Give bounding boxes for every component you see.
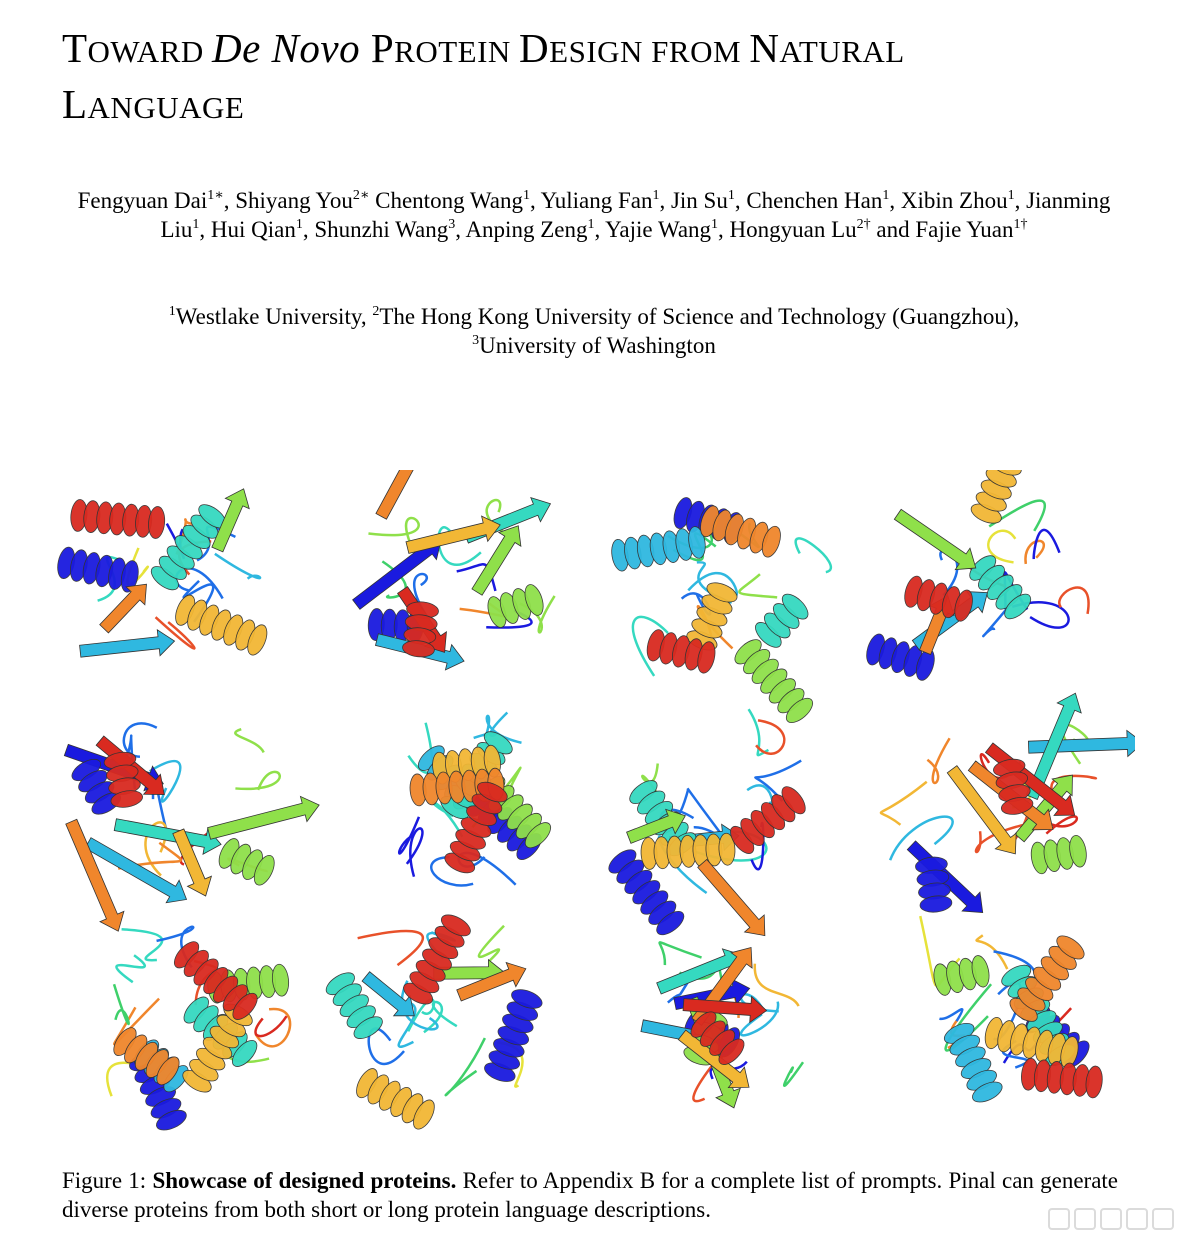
author: Anping Zeng$^1$,: [465, 217, 606, 242]
helix-shape: [640, 833, 736, 870]
helix-shape: [915, 855, 953, 913]
protein-structure: [640, 940, 803, 1113]
protein-structure: [59, 723, 322, 936]
loop-shape: [446, 1038, 485, 1095]
affiliation: $^2$The Hong Kong University of Science and Technology (Guangzhou),: [372, 304, 1020, 329]
loop-shape: [235, 772, 279, 790]
helix-shape: [931, 954, 992, 997]
author: Hui Qian$^1$,: [210, 217, 315, 242]
author: Yuliang Fan$^1$,: [540, 188, 671, 213]
loop-shape: [407, 828, 423, 876]
affiliation: $^1$Westlake University,: [168, 304, 373, 329]
caption-label: Figure 1:: [62, 1168, 147, 1193]
helix-shape: [482, 986, 545, 1085]
loop-shape: [755, 964, 799, 1006]
protein-structure: [863, 470, 1088, 682]
protein-structure: [323, 911, 545, 1133]
author: Shiyang You$^{2∗}$: [235, 188, 370, 213]
author: Chentong Wang$^1$,: [375, 188, 541, 213]
loop-shape: [881, 782, 927, 825]
loop-shape: [256, 1009, 291, 1046]
protein-grid: [55, 470, 1135, 1150]
loop-shape: [255, 1016, 286, 1036]
helix-shape: [609, 525, 707, 572]
author: Shunzhi Wang$^3$,: [314, 217, 466, 242]
watermark-icon: [1100, 1208, 1122, 1230]
helix-shape: [726, 783, 810, 858]
protein-structure: [920, 916, 1104, 1106]
helix-shape: [992, 757, 1035, 817]
loop-shape: [358, 931, 423, 965]
watermark-icon: [1126, 1208, 1148, 1230]
watermark-icon: [1074, 1208, 1096, 1230]
author: Hongyuan $Lu^{2\dagger}$: [729, 217, 871, 242]
helix-shape: [69, 499, 166, 539]
caption-bold: Showcase of designed proteins.: [152, 1168, 457, 1193]
protein-structure: [609, 495, 830, 727]
loop-shape: [215, 554, 260, 579]
loop-shape: [479, 926, 504, 961]
strand-shape: [206, 792, 323, 846]
watermark-logo: [1048, 1208, 1174, 1230]
affiliation-list: [62, 302, 1126, 360]
title-italic: De Novo: [211, 25, 361, 71]
author-list: [62, 186, 1126, 244]
protein-structure: [348, 470, 555, 674]
loop-shape: [660, 942, 702, 965]
loop-shape: [927, 738, 949, 783]
loop-shape: [796, 538, 831, 572]
protein-structure: [605, 709, 810, 944]
helix-shape: [215, 836, 278, 889]
caption-text: Refer to Appendix B for a complete list of prompts. Pinal can generate diverse proteins from both short or long protein language descriptions.: [62, 1168, 1119, 1222]
protein-showcase-figure: [55, 470, 1135, 1150]
loop-shape: [235, 729, 263, 752]
author: Chenchen Han$^1$,: [746, 188, 901, 213]
loop-shape: [939, 1009, 962, 1021]
author: Yajie Wang$^1$,: [605, 217, 730, 242]
loop-shape: [424, 1002, 457, 1032]
affiliation: $^3$University of Washington: [472, 333, 716, 358]
author: Fengyuan Dai$^{1∗}$,: [77, 188, 236, 213]
helix-shape: [968, 470, 1024, 527]
loop-shape: [116, 955, 144, 982]
helix-shape: [697, 504, 784, 560]
strand-shape: [79, 628, 176, 664]
paper-title: TOWARD De Novo PROTEIN DESIGN FROM NATURAL LANGUAGE: [62, 25, 905, 127]
loop-shape: [784, 1062, 803, 1086]
helix-shape: [172, 592, 271, 657]
protein-structure: [399, 712, 555, 885]
figure-caption: [62, 1166, 1118, 1224]
strand-shape: [370, 470, 444, 523]
strand-shape: [59, 817, 130, 937]
author: Jianming Liu$^1$,: [160, 188, 1111, 242]
author: and Fajie Yuan$^{1\dagger}$: [876, 217, 1028, 242]
watermark-icon: [1152, 1208, 1174, 1230]
protein-structure: [55, 484, 271, 664]
strand-shape: [692, 855, 774, 944]
protein-structure: [107, 927, 290, 1134]
helix-shape: [1029, 834, 1089, 875]
author: Xibin Zhou$^1$,: [900, 188, 1027, 213]
helix-shape: [352, 1065, 438, 1132]
author: Jin Su$^1$,: [670, 188, 747, 213]
watermark-icon: [1048, 1208, 1070, 1230]
protein-structure: [881, 688, 1135, 922]
loop-shape: [368, 518, 418, 544]
loop-shape: [739, 574, 777, 597]
helix-shape: [731, 635, 817, 727]
loop-shape: [114, 984, 129, 1024]
loop-shape: [122, 929, 163, 960]
strand-shape: [890, 504, 983, 579]
